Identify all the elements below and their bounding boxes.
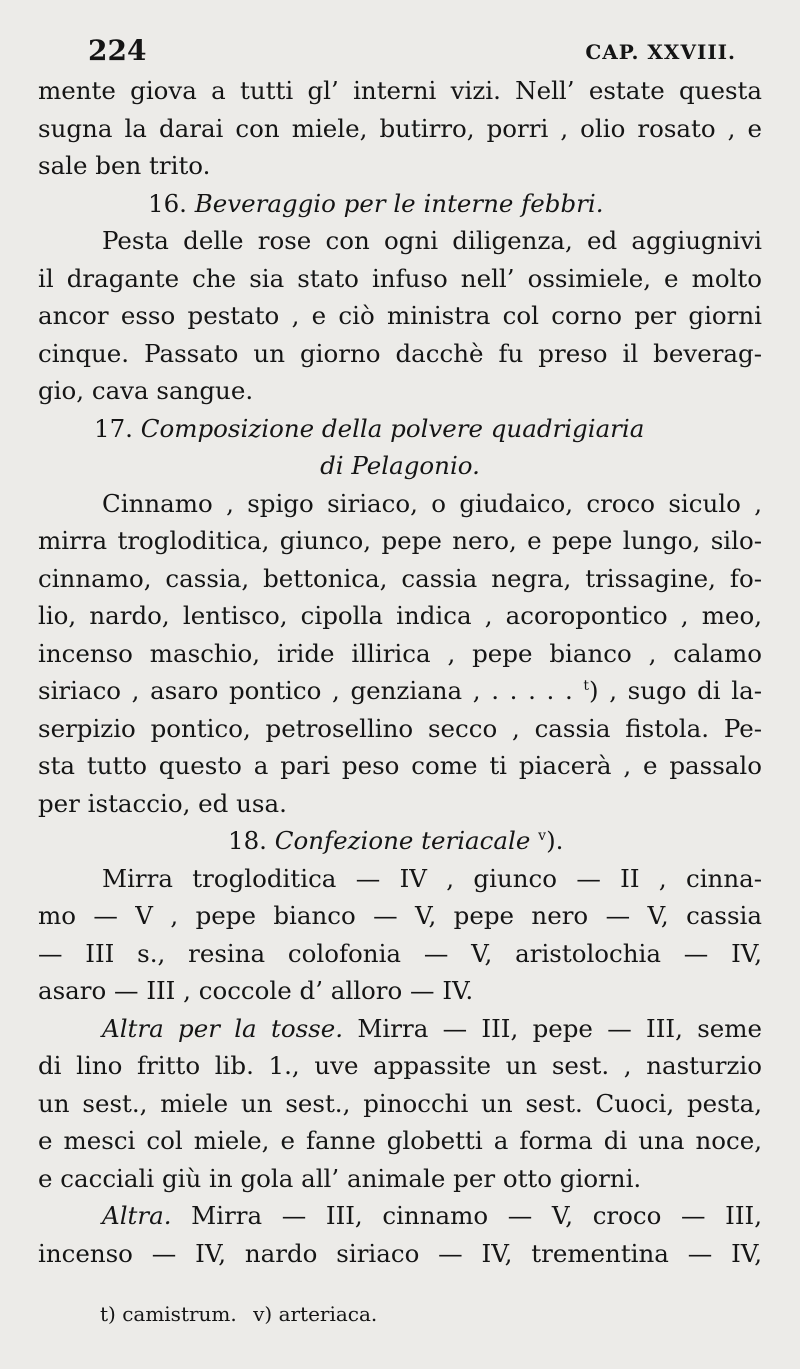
text-line: sugna la darai con miele, butirro, porri , olio rosato , e — [38, 113, 762, 143]
section-number: 18. — [228, 826, 267, 855]
recipe-title: Altra per la tosse. — [102, 1013, 344, 1043]
text-line: e mesci col miele, e fanne globetti a forma di una noce, — [38, 1126, 762, 1155]
section-number: 17. — [94, 413, 133, 443]
footnote-marker-v: v — [538, 827, 547, 844]
text-segment: siriaco , asaro pontico , genziana , . . . . . — [38, 676, 573, 705]
body-text — [38, 72, 762, 1272]
section-heading-18 — [38, 822, 762, 860]
text-line: sta tutto questo a pari peso come ti piacerà , e passalo — [38, 751, 762, 780]
footnote-t: t) camistrum. — [100, 1302, 237, 1326]
heading-tail: ). — [546, 826, 564, 855]
text-line: per istaccio, ed usa. — [38, 788, 287, 818]
text-line: cinnamo, cassia, bettonica, cassia negra, trissagine, fo- — [38, 563, 762, 593]
text-line: mirra trogloditica, giunco, pepe nero, e pepe lungo, silo- — [38, 526, 762, 555]
text-line: ancor esso pestato , e ciò ministra col corno per giorni — [38, 301, 762, 330]
page-header — [88, 34, 736, 70]
text-line: sale ben trito. — [38, 151, 211, 180]
text-segment: Mirra — III, cinnamo — V, croco — III, — [191, 1201, 762, 1230]
text-line: un sest., miele un sest., pinocchi un sest. Cuoci, pesta, — [38, 1088, 762, 1118]
text-line-recipe — [38, 1010, 762, 1048]
text-line: e cacciali giù in gola all’ animale per otto giorni. — [38, 1163, 642, 1193]
text-line: incenso maschio, iride illirica , pepe bianco , calamo — [38, 638, 762, 668]
section-title: Confezione teriacale — [274, 826, 531, 855]
footnote-v: v) arteriaca. — [253, 1302, 378, 1326]
section-number: 16. — [148, 188, 187, 218]
section-title: Beveraggio per le interne febbri. — [194, 188, 604, 218]
text-line: Cinnamo , spigo siriaco, o giudaico, croco siculo , — [102, 488, 762, 518]
text-line-with-footnote — [38, 672, 762, 710]
text-segment: ) , sugo di la- — [589, 676, 762, 705]
text-line-recipe — [38, 1197, 762, 1235]
recipe-title: Altra. — [102, 1201, 172, 1230]
page-number: 224 — [88, 34, 147, 67]
text-line: gio, cava sangue. — [38, 376, 254, 405]
section-heading-16 — [38, 185, 762, 223]
text-segment: Mirra — III, pepe — III, seme — [357, 1013, 763, 1043]
text-line: mente giova a tutti gl’ interni vizi. Nell’ estate questa — [38, 76, 762, 105]
footnotes — [100, 1302, 387, 1326]
running-head: CAP. XXVIII. — [585, 40, 736, 64]
text-line: mo — V , pepe bianco — V, pepe nero — V, cassia — [38, 901, 762, 930]
text-line: incenso — IV, nardo siriaco — IV, trementina — IV, — [38, 1238, 762, 1268]
text-line: di lino fritto lib. 1., uve appassite un sest. , nasturzio — [38, 1051, 762, 1080]
text-line: cinque. Passato un giorno dacchè fu preso il beverag- — [38, 338, 762, 368]
text-line: serpizio pontico, petrosellino secco , cassia fistola. Pe- — [38, 713, 762, 743]
text-line: — III s., resina colofonia — V, aristolochia — IV, — [38, 938, 762, 968]
text-line: asaro — III , coccole d’ alloro — IV. — [38, 976, 474, 1005]
section-heading-17 — [38, 410, 762, 448]
section-title: Composizione della polvere quadrigiaria — [140, 413, 645, 443]
footnote-marker-t: t — [583, 677, 590, 694]
text-line: Mirra trogloditica — IV , giunco — II , cinna- — [102, 863, 762, 893]
text-line: lio, nardo, lentisco, cipolla indica , acoropontico , meo, — [38, 601, 762, 630]
text-line: il dragante che sia stato infuso nell’ ossimiele, e molto — [38, 263, 762, 293]
section-title-continued: di Pelagonio. — [320, 451, 480, 480]
text-line: Pesta delle rose con ogni diligenza, ed aggiugnivi — [102, 226, 762, 255]
